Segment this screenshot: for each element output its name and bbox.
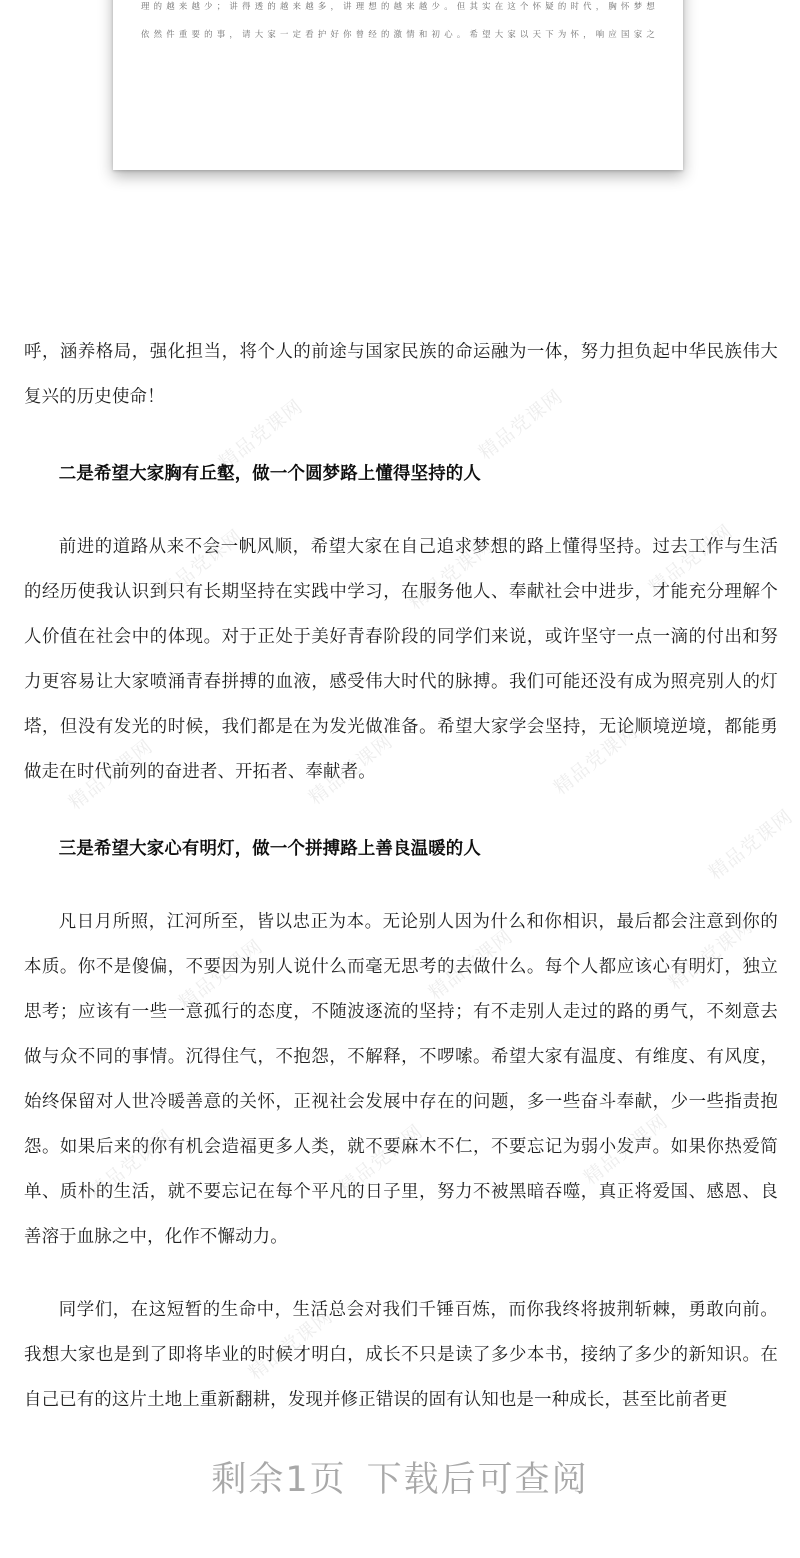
watermark-text: 精品党课网 [64,735,158,815]
preview-line: 理的越来越少；讲得透的越来越多，讲理想的越来越少。但其实在这个怀疑的时代，胸怀梦想 [141,1,655,11]
document-content [0,330,800,1423]
watermark-text: 精品党课网 [579,1110,673,1190]
watermark-text: 精品党课网 [244,1305,338,1385]
spacer [0,795,800,827]
watermark-text: 精品党课网 [304,730,398,810]
remaining-pages-notice [0,1452,800,1502]
preview-line: 依然件重要的事，请大家一定看护好你曾经的激情和初心。希望大家以天下为怀，响应国家之 [141,29,655,39]
remaining-pages-label: 剩余1页 [211,1460,347,1500]
watermark-text: 精品党课网 [664,915,758,995]
paragraph: 呼，涵养格局，强化担当，将个人的前途与国家民族的命运融为一体，努力担负起中华民族伟大复兴的历史使命！ [24,342,778,407]
spacer [0,872,800,900]
download-hint-label: 下载后可查阅 [366,1460,589,1500]
paragraph: 凡日月所照，江河所至，皆以忠正为本。无论别人因为什么和你相识，最后都会注意到你的本质。你不是傻偏，不要因为别人说什么而毫无思考的去做什么。每个人都应该心有明灯，独立思考；应该有一些一意孤行的态度，不随波逐流的坚持；有不走别人走过的路的勇气，不刻意去做与众不同的事情。沉得住气，不抱怨，不解释，不啰嗦。希望大家有温度、有维度、有风度，始终保留对人世冷暖善意的关怀，正视社会发展中存在的问题，多一些奋斗奉献，少一些指责抱怨。如果后来的你有机会造福更多人类，就不要麻木不仁，不要忘记为弱小发声。如果你热爱简单、质朴的生活，就不要忘记在每个平凡的日子里，努力不被黑暗吞噬，真正将爱国、感恩、良善溶于血脉之中，化作不懈动力。 [24,912,778,1247]
watermark-text: 精品党课网 [644,520,738,600]
watermark-text: 精品党课网 [84,1125,178,1205]
preview-text-block [113,0,683,48]
watermark-text: 精品党课网 [174,935,268,1015]
watermark-text: 精品党课网 [334,1120,428,1200]
watermark-text: 精品党课网 [549,720,643,800]
section-heading: 二是希望大家胸有丘壑，做一个圆梦路上懂得坚持的人 [58,464,481,484]
spacer [0,420,800,452]
watermark-text: 精品党课网 [404,535,498,615]
spacer [0,1260,800,1288]
watermark-text: 精品党课网 [154,525,248,605]
watermark-text: 精品党课网 [214,395,308,475]
document-page-preview [113,0,683,170]
paragraph: 同学们，在这短暂的生命中，生活总会对我们千锤百炼，而你我终将披荆斩棘，勇敢向前。我想大家也是到了即将毕业的时候才明白，成长不只是读了多少本书，接纳了多少的新知识。在自己已有的这片土地上重新翻耕，发现并修正错误的固有认知也是一种成长，甚至比前者更 [24,1300,778,1410]
watermark-text: 精品党课网 [424,925,518,1005]
paragraph: 前进的道路从来不会一帆风顺，希望大家在自己追求梦想的路上懂得坚持。过去工作与生活的经历使我认识到只有长期坚持在实践中学习，在服务他人、奉献社会中进步，才能充分理解个人价值在社会中的体现。对于正处于美好青春阶段的同学们来说，或许坚守一点一滴的付出和努力更容易让大家喷涌青春拼搏的血液，感受伟大时代的脉搏。我们可能还没有成为照亮别人的灯塔，但没有发光的时候，我们都是在为发光做准备。希望大家学会坚持，无论顺境逆境，都能勇做走在时代前列的奋进者、开拓者、奉献者。 [24,537,778,782]
watermark-text: 精品党课网 [474,385,568,465]
spacer [0,497,800,525]
section-heading: 三是希望大家心有明灯，做一个拼搏路上善良温暖的人 [58,839,481,859]
watermark-text: 精品党课网 [704,805,798,885]
